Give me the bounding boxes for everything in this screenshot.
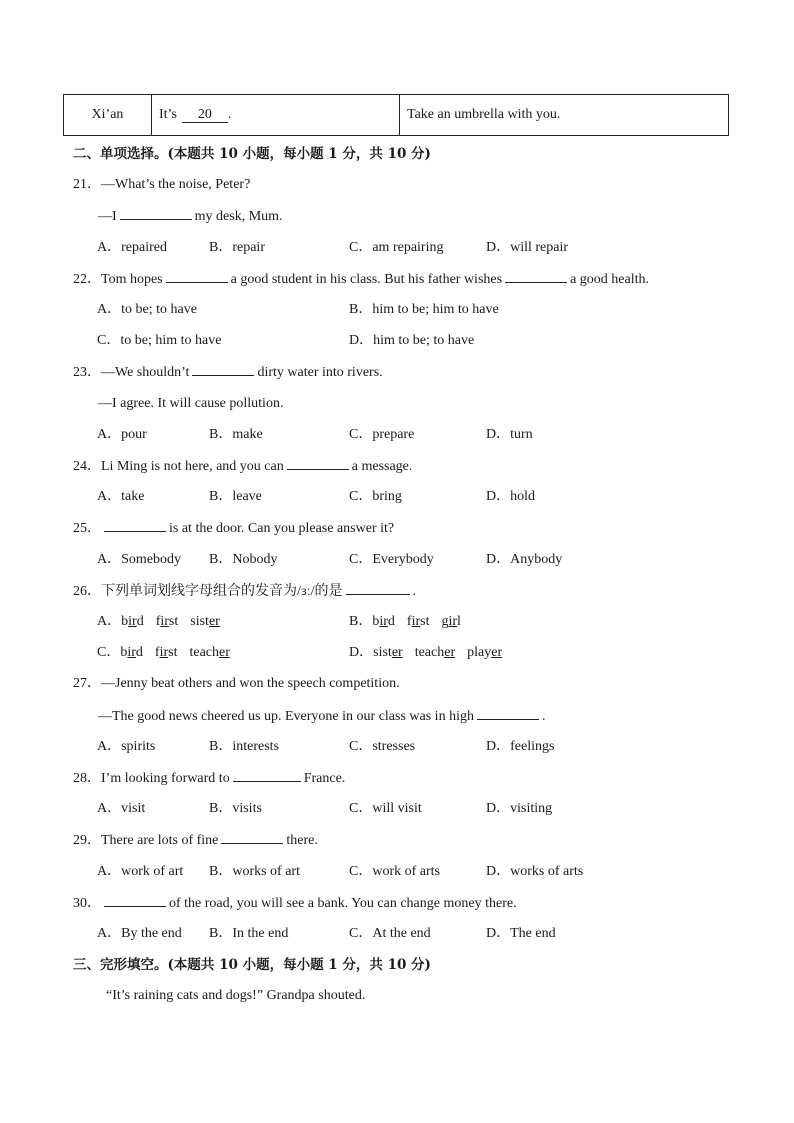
- option-word: sister: [190, 614, 220, 629]
- option-d: D．turn: [486, 427, 533, 442]
- underlined-letters: er: [444, 645, 456, 660]
- option-a: A．visit: [97, 801, 146, 816]
- option-b: [349, 612, 473, 632]
- option-a: A．to be; to have: [97, 302, 197, 317]
- option-c: C．am repairing: [349, 240, 444, 255]
- option-a: A．work of art: [97, 864, 184, 879]
- answer-blank: [120, 206, 192, 220]
- weather-table-row: [63, 94, 729, 136]
- underlined-letters: ir: [448, 614, 458, 629]
- option-c: C．bring: [349, 489, 402, 504]
- advice-cell: Take an umbrella with you.: [407, 107, 561, 122]
- option-d: D．feelings: [486, 739, 555, 754]
- option-c: C．to be; him to have: [97, 333, 222, 348]
- option-c: C．will visit: [349, 801, 422, 816]
- option-label: B．: [349, 614, 373, 629]
- q29-stem: 29．There are lots of fine there.: [73, 830, 318, 851]
- option-label: D．: [349, 645, 374, 660]
- answer-blank: [505, 269, 567, 283]
- underlined-letters: er: [391, 645, 403, 660]
- q24-stem: 24．Li Ming is not here, and you can a message.: [73, 456, 412, 477]
- option-d: D．The end: [486, 926, 556, 941]
- underlined-letters: ir: [411, 614, 421, 629]
- option-b: B．repair: [209, 240, 265, 255]
- option-word: teacher: [414, 645, 456, 660]
- filled-answer: 20: [182, 108, 228, 123]
- section-2-title: 二、单项选择。(本题共 10 小题，每小题 1 分，共 10 分): [73, 146, 431, 162]
- underlined-letters: er: [491, 645, 503, 660]
- option-b: B．Nobody: [209, 552, 278, 567]
- answer-blank: [221, 830, 283, 844]
- q27-reply: —The good news cheered us up. Everyone in our class was in high .: [98, 706, 545, 727]
- option-label: C．: [97, 645, 121, 660]
- option-word: first: [406, 614, 430, 629]
- city-cell: Xi’an: [64, 95, 152, 135]
- q22-stem: 22．Tom hopes a good student in his class. But his father wishes a good health.: [73, 269, 649, 290]
- passage-first-line: “It’s raining cats and dogs!” Grandpa shouted.: [106, 988, 366, 1003]
- q26-stem: 26．下列单词划线字母组合的发音为/ɜː/的是 .: [73, 581, 416, 602]
- option-c: C．prepare: [349, 427, 415, 442]
- q23-stem: 23．—We shouldn’t dirty water into rivers.: [73, 362, 383, 383]
- option-word: first: [154, 645, 178, 660]
- answer-blank: [104, 518, 166, 532]
- option-b: B．visits: [209, 801, 262, 816]
- option-b: B．him to be; him to have: [349, 302, 499, 317]
- underlined-letters: ir: [160, 614, 169, 629]
- option-d: D．works of arts: [486, 864, 584, 879]
- option-b: B．make: [209, 427, 263, 442]
- weather-cell: It’s 20 .: [152, 95, 400, 135]
- underlined-letters: ir: [379, 614, 388, 629]
- option-word: sister: [373, 645, 403, 660]
- option-a: A．By the end: [97, 926, 182, 941]
- option-word: player: [467, 645, 503, 660]
- underlined-letters: er: [208, 614, 220, 629]
- option-word: teacher: [189, 645, 230, 660]
- answer-blank: [166, 269, 228, 283]
- option-a: A．pour: [97, 427, 147, 442]
- answer-blank: [477, 706, 539, 720]
- answer-blank: [287, 456, 349, 470]
- option-b: B．works of art: [209, 864, 300, 879]
- option-b: B．interests: [209, 739, 279, 754]
- option-a: A．take: [97, 489, 145, 504]
- option-d: D．hold: [486, 489, 535, 504]
- option-d: D．Anybody: [486, 552, 563, 567]
- option-b: B．leave: [209, 489, 262, 504]
- answer-blank: [346, 581, 410, 595]
- option-word: girl: [441, 614, 461, 629]
- option-word: first: [155, 614, 179, 629]
- q27-stem: 27．—Jenny beat others and won the speech competition.: [73, 676, 400, 691]
- q21-reply: —I my desk, Mum.: [98, 206, 283, 227]
- option-c: C．Everybody: [349, 552, 434, 567]
- option-word: bird: [372, 614, 395, 629]
- option-c: C．At the end: [349, 926, 431, 941]
- option-d: D．will repair: [486, 240, 569, 255]
- option-c: [97, 643, 242, 663]
- underlined-letters: ir: [127, 645, 136, 660]
- option-word: bird: [120, 645, 143, 660]
- answer-blank: [192, 362, 254, 376]
- option-a: A．repaired: [97, 240, 167, 255]
- section-3-title: 三、完形填空。(本题共 10 小题，每小题 1 分，共 10 分): [73, 957, 431, 973]
- option-a: A．Somebody: [97, 552, 181, 567]
- option-d: D．him to be; to have: [349, 333, 475, 348]
- underlined-letters: ir: [159, 645, 169, 660]
- q25-stem: 25． is at the door. Can you please answer it?: [73, 518, 394, 539]
- answer-blank: [104, 893, 166, 907]
- option-label: A．: [97, 614, 122, 629]
- underlined-letters: ir: [128, 614, 137, 629]
- option-b: B．In the end: [209, 926, 289, 941]
- underlined-letters: er: [219, 645, 230, 660]
- option-a: A．spirits: [97, 739, 156, 754]
- q30-stem: 30． of the road, you will see a bank. You can change money there.: [73, 893, 517, 914]
- q28-stem: 28．I’m looking forward to France.: [73, 768, 345, 789]
- option-word: bird: [121, 614, 144, 629]
- q21-stem: 21．—What’s the noise, Peter?: [73, 177, 251, 192]
- answer-blank: [233, 768, 301, 782]
- option-d: [349, 643, 514, 663]
- option-c: C．work of arts: [349, 864, 440, 879]
- option-c: C．stresses: [349, 739, 416, 754]
- option-a: [97, 612, 232, 632]
- q23-reply: —I agree. It will cause pollution.: [98, 396, 284, 411]
- option-d: D．visiting: [486, 801, 553, 816]
